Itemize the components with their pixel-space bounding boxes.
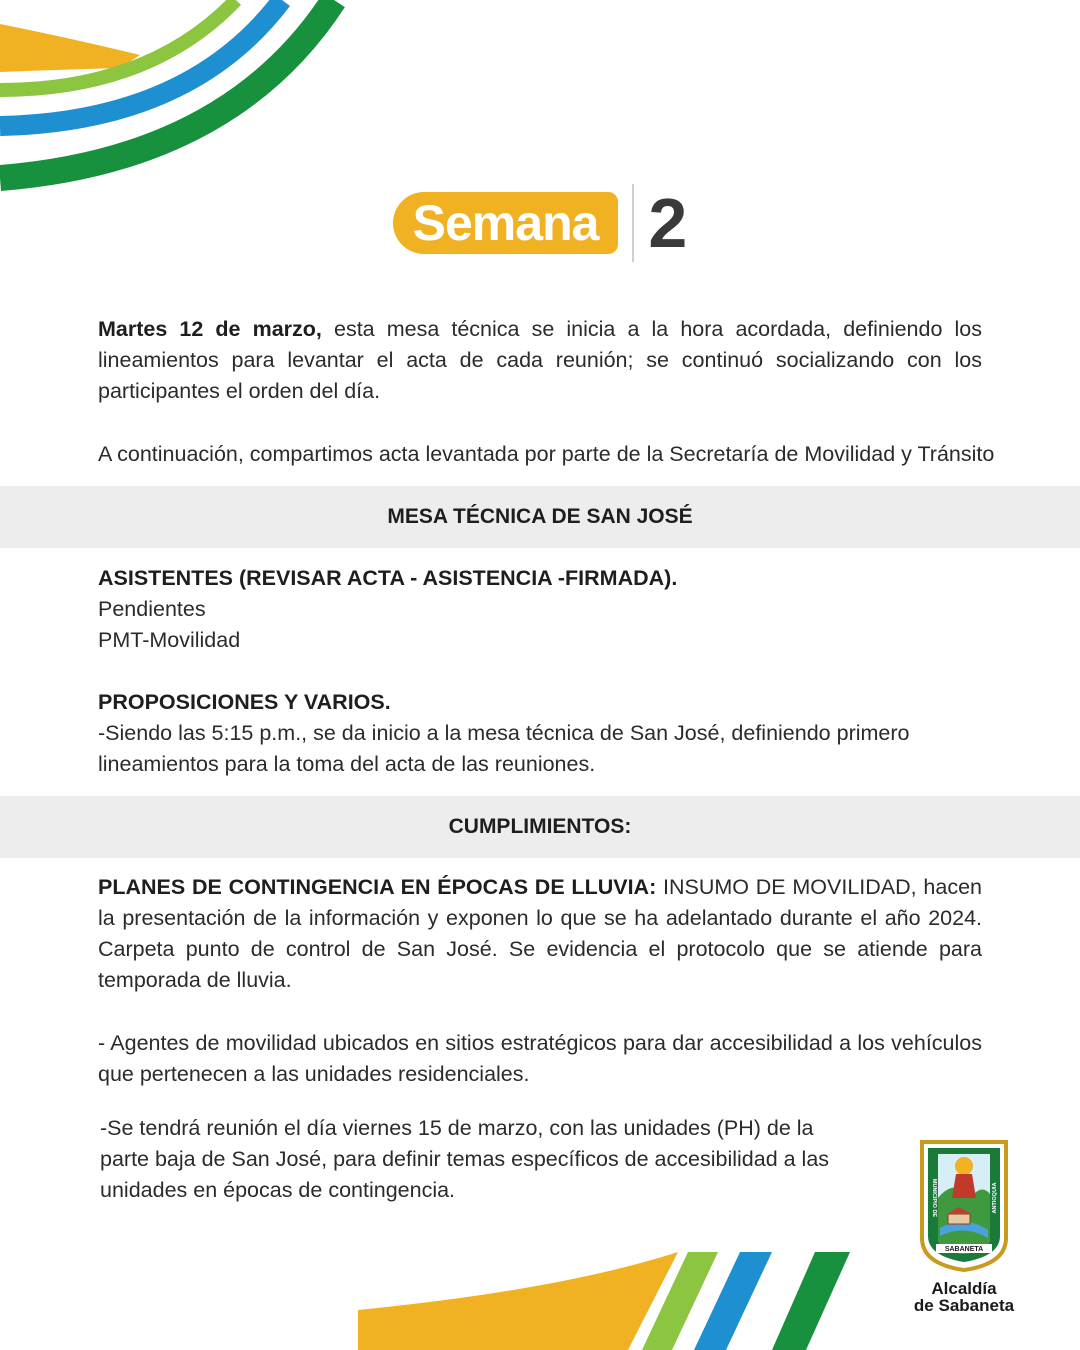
asistentes-line-1: Pendientes bbox=[98, 597, 206, 621]
seal-text-bottom: SABANETA bbox=[944, 1246, 984, 1253]
intro-continuation: A continuación, compartimos acta levantada por parte de la Secretaría de Movilidad y Tránsito bbox=[98, 442, 995, 466]
seal-text-right: ANTIOQUIA bbox=[992, 1182, 998, 1214]
intro-text: esta mesa técnica se inicia a la hora acordada, definiendo los lineamientos para levantar el acta de cada reunión; se continuó socializando con los participantes el orden del día. bbox=[98, 317, 982, 403]
logo-line-2: de Sabaneta bbox=[913, 1296, 1015, 1315]
intro-date: Martes 12 de marzo, bbox=[98, 317, 322, 341]
cumplimientos-heading: PLANES DE CONTINGENCIA EN ÉPOCAS DE LLUVIA: bbox=[98, 875, 657, 899]
seal-text-left: MUNICIPIO DE bbox=[931, 1178, 937, 1218]
asistentes-line-2: PMT-Movilidad bbox=[98, 628, 241, 652]
section-band-mesa-tecnica: MESA TÉCNICA DE SAN JOSÉ bbox=[0, 486, 1080, 548]
asistentes-heading: ASISTENTES (REVISAR ACTA - ASISTENCIA -FIRMADA). bbox=[98, 566, 678, 590]
cumplimientos-item-1: - Agentes de movilidad ubicados en sitios estratégicos para dar accesibilidad a los vehículos que pertenecen a las unidades residenciales. bbox=[98, 1031, 982, 1086]
week-header bbox=[0, 184, 1080, 262]
intro-paragraph bbox=[98, 314, 982, 407]
logo-line-1: Alcaldía bbox=[931, 1279, 997, 1298]
section-band-cumplimientos: CUMPLIMIENTOS: bbox=[0, 796, 1080, 858]
week-pill-label: Semana bbox=[393, 192, 619, 254]
week-number: 2 bbox=[648, 184, 688, 262]
cumplimientos-paragraph bbox=[98, 872, 982, 996]
cumplimientos-text: INSUMO DE MOVILIDAD, hacen la presentación de la información y exponen lo que se ha adelantado durante el año 2024. Carpeta punto de control de San José. Se evidencia el protocolo que se atiende para temporada de lluvia. bbox=[98, 875, 982, 992]
cumplimientos-item-2: -Se tendrá reunión el día viernes 15 de marzo, con las unidades (PH) de la parte baja de San José, para definir temas específicos de accesibilidad a las unidades en épocas de contingencia. bbox=[100, 1116, 830, 1202]
proposiciones-heading: PROPOSICIONES Y VARIOS. bbox=[98, 690, 391, 714]
sabaneta-seal-icon bbox=[918, 1138, 1010, 1272]
header-divider bbox=[632, 184, 634, 262]
proposiciones-text: -Siendo las 5:15 p.m., se da inicio a la mesa técnica de San José, definiendo primero lineamientos para la toma del acta de las reuniones. bbox=[98, 721, 910, 776]
alcaldia-logo bbox=[900, 1138, 1028, 1314]
